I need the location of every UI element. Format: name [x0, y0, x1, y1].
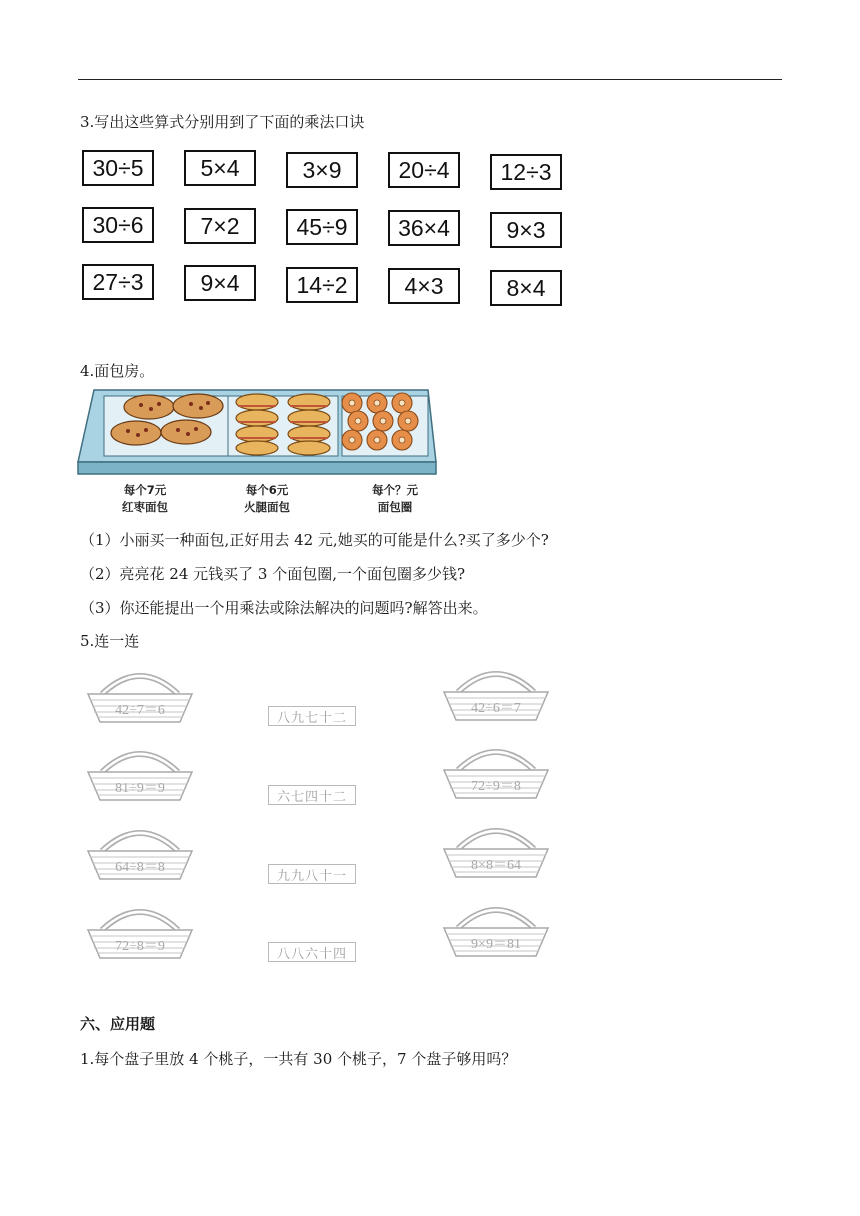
multiplication-rhyme-card: 九九八十一 — [268, 864, 356, 884]
equation-box: 30÷6 — [82, 207, 154, 243]
multiplication-rhyme-card: 六七四十二 — [268, 785, 356, 805]
multiplication-rhyme-card: 八九七十二 — [268, 706, 356, 726]
basket-right — [440, 662, 552, 724]
equation-box: 27÷3 — [82, 264, 154, 300]
section-6-heading: 六、应用题 — [80, 1015, 156, 1033]
basket-left — [84, 821, 196, 883]
price-text: 每个7元 — [123, 483, 167, 497]
equation-box: 8×4 — [490, 270, 562, 306]
equation-box: 30÷5 — [82, 150, 154, 186]
basket-equation: 81÷9＝9 — [115, 781, 165, 796]
price-label-doughnut — [350, 482, 440, 516]
q5-title: 5.连一连 — [80, 632, 140, 650]
equation-box: 20÷4 — [388, 152, 460, 188]
equation-box: 7×2 — [184, 208, 256, 244]
q3-title: 3.写出这些算式分别用到了下面的乘法口诀 — [80, 113, 365, 131]
bakery-tray-illustration — [76, 388, 438, 478]
basket-equation: 72÷8＝9 — [115, 939, 165, 954]
basket-right — [440, 898, 552, 960]
bread-name: 红枣面包 — [122, 500, 168, 514]
section-6-question-1: 1.每个盘子里放 4 个桃子，一共有 30 个桃子，7 个盘子够用吗？ — [80, 1050, 517, 1068]
basket-right — [440, 819, 552, 881]
price-label-red-date-bread — [100, 482, 190, 516]
equation-box: 9×3 — [490, 212, 562, 248]
basket-equation: 42÷6＝7 — [471, 701, 521, 716]
q4-subquestion-3: （3）你还能提出一个用乘法或除法解决的问题吗?解答出来。 — [80, 599, 488, 617]
basket-equation: 42÷7＝6 — [115, 703, 165, 718]
q4-subquestion-1: （1）小丽买一种面包,正好用去 42 元,她买的可能是什么?买了多少个? — [80, 531, 549, 549]
bread-name: 面包圈 — [377, 500, 413, 514]
price-text: 每个？元 — [372, 483, 418, 497]
bread-name: 火腿面包 — [244, 500, 290, 514]
basket-equation: 9×9＝81 — [471, 937, 521, 952]
equation-box: 3×9 — [286, 152, 358, 188]
basket-right — [440, 740, 552, 802]
basket-equation: 8×8＝64 — [471, 858, 521, 873]
equation-box: 36×4 — [388, 210, 460, 246]
equation-box: 4×3 — [388, 268, 460, 304]
basket-equation: 64÷8＝8 — [115, 860, 165, 875]
multiplication-rhyme-card: 八八六十四 — [268, 942, 356, 962]
price-label-ham-bread — [222, 482, 312, 516]
basket-equation: 72÷9＝8 — [471, 779, 521, 794]
equation-box: 5×4 — [184, 150, 256, 186]
equation-box: 12÷3 — [490, 154, 562, 190]
equation-box: 14÷2 — [286, 267, 358, 303]
basket-left — [84, 742, 196, 804]
q4-subquestion-2: （2）亮亮花 24 元钱买了 3 个面包圈,一个面包圈多少钱? — [80, 565, 466, 583]
equation-box: 45÷9 — [286, 209, 358, 245]
price-text: 每个6元 — [245, 483, 289, 497]
basket-left — [84, 664, 196, 726]
top-rule — [78, 79, 782, 80]
basket-left — [84, 900, 196, 962]
q4-title: 4.面包房。 — [80, 362, 155, 380]
equation-box: 9×4 — [184, 265, 256, 301]
